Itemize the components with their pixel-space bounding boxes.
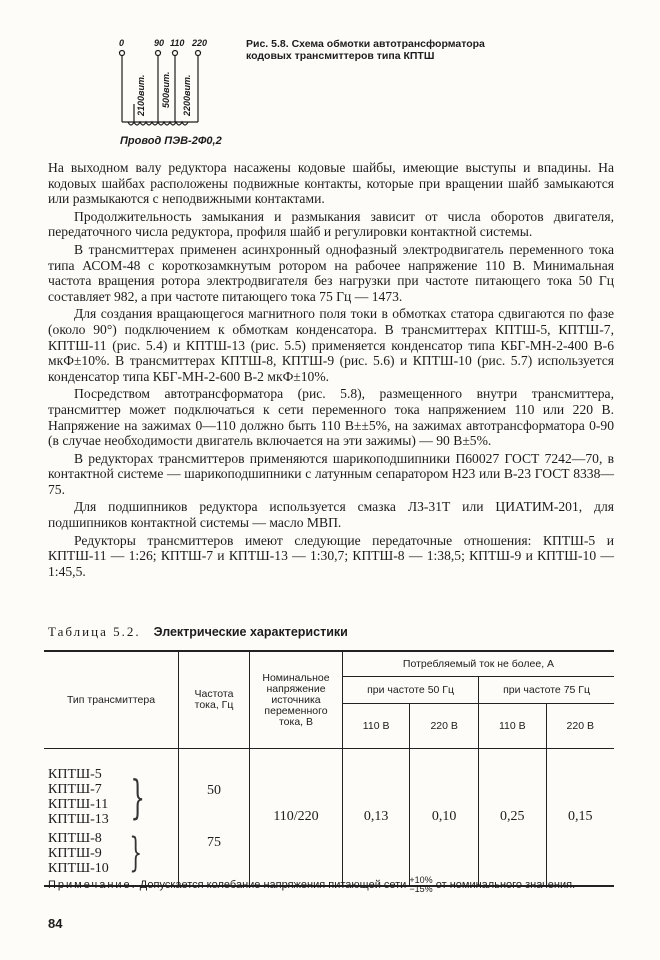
brace-symbol: }: [129, 830, 142, 876]
header-50hz-110v: 110 В: [343, 704, 410, 749]
winding-label-500: 500вит.: [161, 71, 171, 108]
transmitter-type: КПТШ-9: [48, 845, 102, 861]
voltage-tolerance: [409, 876, 432, 894]
paragraph: Посредством автотрансформатора (рис. 5.8), размещенного внутри трансмиттера, трансмиттер может подключаться к сети переменного тока напряжением 110 или 220 В. Напряжение на зажимах 0—110 должно быть 110 В±±5%, на зажимах автотрансформатора 0-90 (в случае необходимости двигатель включается на эти зажимы) — 90 В±5%.: [48, 386, 614, 449]
tap-label-220: 220: [192, 38, 208, 48]
table-note: [48, 876, 614, 894]
current-50hz-220v: 0,10: [410, 749, 479, 887]
header-75hz-110v: 110 В: [479, 704, 546, 749]
transmitter-types-cell: [44, 749, 179, 887]
paragraph: Для создания вращающегося магнитного поля токи в обмотках статора сдвигаются по фазе (около 90°) подключением к обмоткам конденсатора. В трансмиттерах КПТШ-5, КПТШ-7, КПТШ-11 (рис. 5.4) и КПТШ-13 (рис. 5.5) применяется конденсатор типа КБГ-МН-2-400 В-6 мкФ±10%. В трансмиттерах КПТШ-8, КПТШ-9 (рис. 5.6) и КПТШ-10 (рис. 5.7) используется конденсатор типа КБГ-МН-2-600 В-2 мкФ±10%.: [48, 306, 614, 384]
paragraph: Редукторы трансмиттеров имеют следующие передаточные отношения: КПТШ-5 и КПТШ-11 — 1:26; КПТШ-7 и КПТШ-13 — 1:30,7; КПТШ-8 — 1:38,5; КПТШ-9 и КПТШ-10 — 1:45,5.: [48, 532, 614, 579]
page-number: 84: [48, 916, 63, 931]
current-50hz-110v: 0,13: [343, 749, 410, 887]
header-type: Тип трансмиттера: [44, 651, 179, 749]
header-voltage: Номинальное напряжение источника переменного тока, В: [250, 651, 343, 749]
tap-label-90: 90: [154, 38, 165, 48]
brace-symbol: }: [130, 769, 145, 824]
transmitter-group-50hz: [48, 767, 177, 827]
transmitter-type: КПТШ-11: [48, 796, 109, 812]
paragraph: В трансмиттерах применен асинхронный однофазный электродвигатель переменного тока типа АСОМ-48 с короткозамкнутым ротором на рабочее напряжение 110 В. Минимальная частота вращения ротора электродвигателя без нагрузки при частоте питающего тока 50 Гц составляет 982, а при частоте питающего тока 75 Гц — 1473.: [48, 241, 614, 304]
current-75hz-220v: 0,15: [546, 749, 614, 887]
voltage-value: 110/220: [250, 749, 343, 887]
winding-label-2100: 2100вит.: [136, 74, 146, 116]
winding-label-2200: 2200вит.: [182, 74, 192, 116]
frequency-50: 50: [207, 783, 221, 798]
table-title: [48, 624, 614, 640]
tap-label-110: 110: [170, 38, 185, 48]
body-text: [48, 160, 614, 581]
note-text-before: Допускается колебание напряжения питающей сети: [139, 878, 407, 891]
header-at-50hz: при частоте 50 Гц: [343, 677, 479, 704]
figure-caption: [246, 38, 576, 62]
header-current: Потребляемый ток не более, А: [343, 651, 615, 677]
transmitter-type: КПТШ-7: [48, 781, 102, 797]
header-75hz-220v: 220 В: [546, 704, 614, 749]
header-at-75hz: при частоте 75 Гц: [479, 677, 614, 704]
frequency-cell: [179, 749, 250, 887]
caption-line-2: кодовых трансмиттеров типа КПТШ: [246, 50, 435, 62]
caption-line-1: Рис. 5.8. Схема обмотки автотрансформатора: [246, 38, 485, 50]
header-50hz-220v: 220 В: [410, 704, 479, 749]
table-number: Таблица 5.2.: [48, 624, 141, 639]
transmitter-type: КПТШ-8: [48, 830, 102, 846]
transmitter-type: КПТШ-5: [48, 766, 102, 782]
frequency-75: 75: [207, 835, 221, 850]
note-label: Примечание.: [48, 878, 137, 891]
tolerance-up: +10%: [409, 875, 433, 885]
note-text-after: от номинального значения.: [435, 878, 576, 891]
electrical-characteristics-table: [44, 650, 614, 887]
transmitter-type: КПТШ-13: [48, 811, 109, 827]
tap-label-0: 0: [119, 38, 125, 48]
paragraph: Продолжительность замыкания и размыкания зависит от числа оборотов двигателя, передаточного числа редуктора, профиля шайб и регулировки контактной системы.: [48, 208, 614, 240]
current-75hz-110v: 0,25: [479, 749, 546, 887]
autotransformer-winding-diagram: [110, 34, 240, 154]
winding-schematic: [110, 34, 240, 154]
wire-label: Провод ПЭВ-2Ф0,2: [120, 135, 222, 147]
header-frequency: Частота тока, Гц: [179, 651, 250, 749]
transmitter-group-75hz: [48, 831, 177, 876]
paragraph: На выходном валу редуктора насажены кодовые шайбы, имеющие выступы и впадины. На кодовых шайбах расположены подвижные контакты, которые при вращении шайб замыкаются или размыкаются с неподвижными контактами.: [48, 160, 614, 207]
tolerance-down: −15%: [409, 884, 433, 894]
paragraph: В редукторах трансмиттеров применяются шарикоподшипники П60027 ГОСТ 7242—70, в контактной системе — шарикоподшипники с латунным сепаратором Н23 или В-23 ГОСТ 8338—75.: [48, 450, 614, 497]
table-caption: Электрические характеристики: [153, 625, 348, 639]
transmitter-type: КПТШ-10: [48, 860, 109, 876]
paragraph: Для подшипников редуктора используется смазка ЛЗ-31Т или ЦИАТИМ-201, для подшипников контактной системы — масло МВП.: [48, 499, 614, 531]
